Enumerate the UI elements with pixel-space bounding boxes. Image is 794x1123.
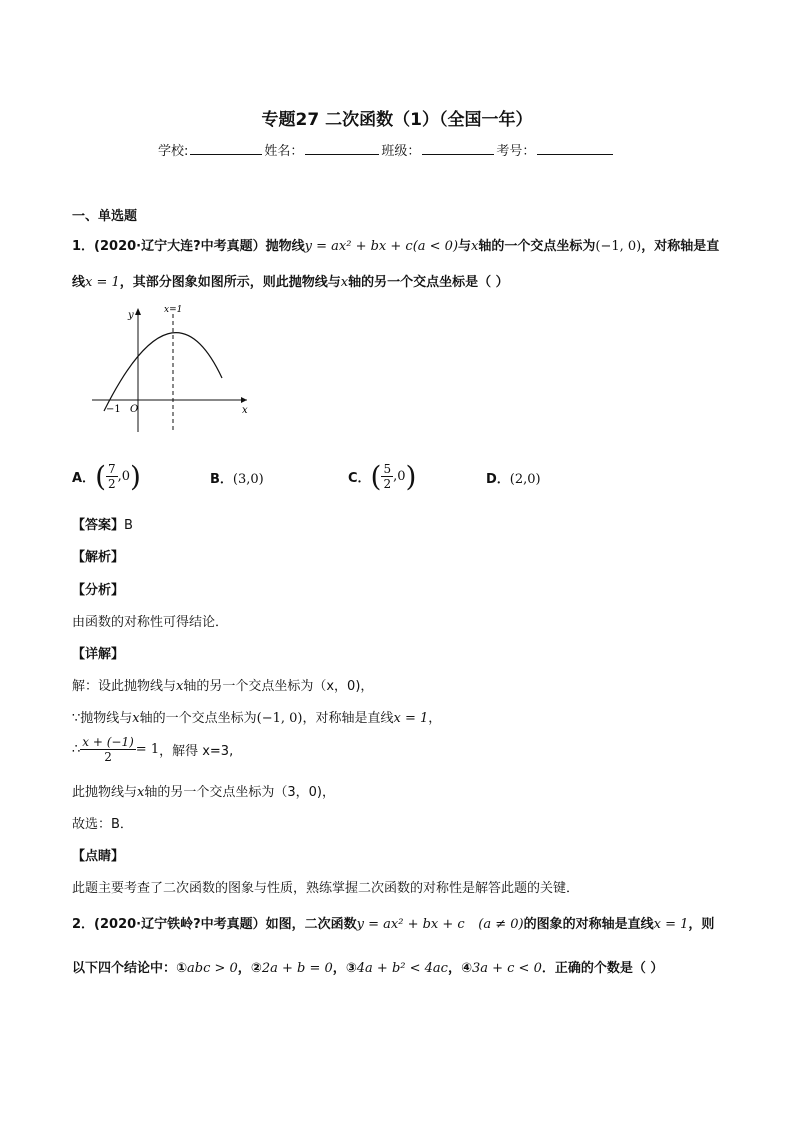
detail-line1: 解：设此抛物线与x轴的另一个交点坐标为（x，0)， xyxy=(72,679,374,694)
q1-x-var: x xyxy=(471,239,479,254)
answer-label: 【答案】 xyxy=(72,518,125,533)
page-title: 专题27 二次函数（1）（全国一年） xyxy=(261,110,533,130)
q1-parabola-graph xyxy=(82,300,262,440)
x-axis-arrow xyxy=(241,397,247,403)
detail-line3: ∴ $\frac{x + (-1)}{2}$ = 1，解得 x=3, xyxy=(72,735,234,764)
option-a-fraction: $\frac{7}{2}$ xyxy=(108,462,116,491)
student-info-line xyxy=(158,140,615,159)
detail-line2: ∵抛物线与x轴的一个交点坐标为(−1, 0)，对称轴是直线x = 1， xyxy=(72,711,442,726)
answer-row xyxy=(72,514,133,533)
q2-stem-line2: 以下四个结论中：①abc > 0，②2a + b = 0，③4a + b² < 4ac，④3a + c < 0．正确的个数是（ ） xyxy=(72,961,664,976)
answer-value: B xyxy=(124,518,133,533)
q1-mid2: 轴的一个交点坐标为 xyxy=(478,239,596,254)
fenxi-text: 由函数的对称性可得结论． xyxy=(72,615,229,630)
exam-no-label: 考号： xyxy=(496,144,536,159)
option-c-label: C． xyxy=(348,471,371,486)
option-d-value: (2,0) xyxy=(509,472,541,487)
section-heading: 一、单选题 xyxy=(72,209,138,224)
class-label: 班级： xyxy=(381,144,421,159)
exam-no-blank[interactable] xyxy=(537,142,613,155)
class-blank[interactable] xyxy=(422,142,494,155)
origin-label: O xyxy=(130,404,139,415)
school-blank[interactable] xyxy=(190,142,262,155)
y-axis-arrow xyxy=(135,308,141,315)
q1-option-a[interactable]: A．( $\frac{7}{2}$ ,0) xyxy=(72,460,141,493)
q1-option-c[interactable]: C．( $\frac{5}{2}$ ,0) xyxy=(348,460,417,493)
q1-prefix: 1．(2020·辽宁大连?中考真题）抛物线 xyxy=(72,239,305,254)
q1-stem-line2 xyxy=(72,271,509,290)
q1-axis: x = 1 xyxy=(85,275,120,290)
option-a-label: A． xyxy=(72,471,96,486)
q1-option-d[interactable] xyxy=(486,468,541,487)
option-c-fraction: $\frac{5}{2}$ xyxy=(383,462,392,491)
q1-equation: y = ax² + bx + c(a < 0) xyxy=(304,239,459,254)
q2-stem-line1: 2．(2020·辽宁铁岭?中考真题）如图，二次函数y = ax² + bx + c (a ≠ 0)的图象的对称轴是直线x = 1，则 xyxy=(72,917,715,932)
name-label: 姓名： xyxy=(264,144,304,159)
detail-fraction: $\frac{x + (-1)}{2}$ xyxy=(82,735,134,764)
detail-label: 【详解】 xyxy=(72,647,125,662)
x-axis-label: x xyxy=(242,405,248,416)
analysis-label: 【解析】 xyxy=(72,550,125,565)
option-d-label: D． xyxy=(486,472,510,487)
q1-stem-line1 xyxy=(72,235,719,254)
q1-option-b[interactable] xyxy=(210,468,264,487)
q1-mid3: ，对称轴是直 xyxy=(641,239,720,254)
symmetry-axis-label: x=1 xyxy=(164,305,183,315)
option-b-label: B． xyxy=(210,472,233,487)
q1-line2a: 线 xyxy=(72,275,86,290)
neg-one-label: −1 xyxy=(106,404,121,415)
q1-mid1: 与 xyxy=(458,239,472,254)
detail-line4: 此抛物线与x轴的另一个交点坐标为（3，0)， xyxy=(72,785,335,800)
name-blank[interactable] xyxy=(305,142,379,155)
dianjing-label: 【点睛】 xyxy=(72,849,125,864)
dianjing-text: 此题主要考查了二次函数的图象与性质，熟练掌握二次函数的对称性是解答此题的关键． xyxy=(72,881,580,896)
q1-x-var2: x xyxy=(340,275,349,290)
detail-line5: 故选：B． xyxy=(72,817,133,832)
parabola-curve xyxy=(104,333,222,411)
fenxi-label: 【分析】 xyxy=(72,583,125,598)
y-axis-label: y xyxy=(128,310,134,321)
q1-point: (−1, 0) xyxy=(595,239,642,254)
q1-line2c: 轴的另一个交点坐标是（ ） xyxy=(348,275,509,290)
option-b-value: (3,0) xyxy=(232,472,264,487)
q1-line2b: ，其部分图象如图所示，则此抛物线与 xyxy=(119,275,341,290)
school-label: 学校: xyxy=(158,144,189,159)
